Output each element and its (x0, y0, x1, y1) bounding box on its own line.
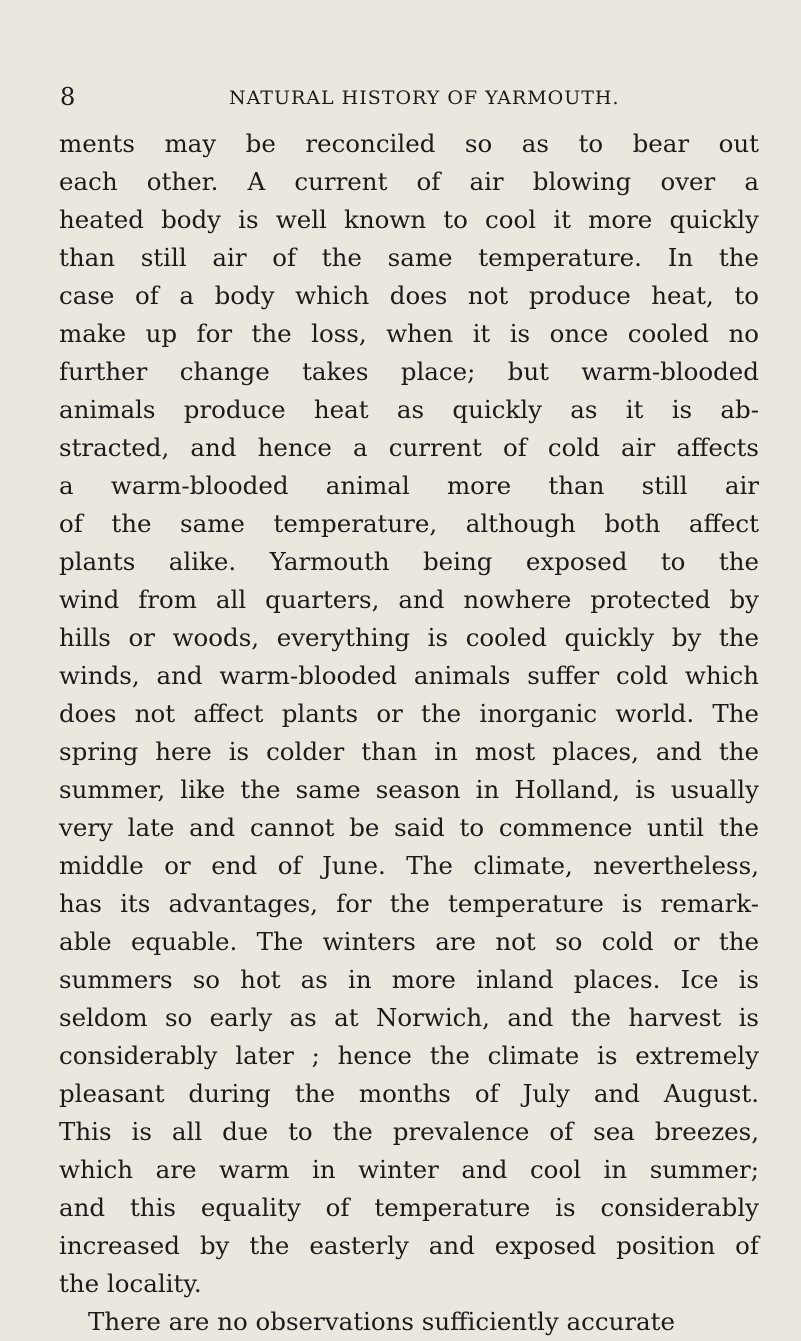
text-line: able equable. The winters are not so cold or the (59, 927, 759, 956)
text-line: stracted, and hence a current of cold air affects (59, 433, 759, 462)
text-line: This is all due to the prevalence of sea breezes, (59, 1117, 759, 1146)
text-line: considerably later ; hence the climate is extremely (59, 1041, 759, 1070)
text-line: make up for the loss, when it is once cooled no (59, 319, 759, 348)
text-line: spring here is colder than in most places, and the (59, 737, 759, 766)
text-line: than still air of the same temperature. In the (59, 243, 759, 272)
text-line: summer, like the same season in Holland, is usually (59, 775, 759, 804)
text-line: winds, and warm-blooded animals suffer cold which (59, 661, 759, 690)
text-line: increased by the easterly and exposed position of (59, 1231, 759, 1260)
text-line: of the same temperature, although both affect (59, 509, 759, 538)
text-line: hills or woods, everything is cooled quickly by the (59, 623, 759, 652)
text-line: does not affect plants or the inorganic world. The (59, 699, 759, 728)
text-line: further change takes place; but warm-blooded (59, 357, 759, 386)
page-header (0, 82, 801, 112)
text-line: pleasant during the months of July and August. (59, 1079, 759, 1108)
text-line: very late and cannot be said to commence until the (59, 813, 759, 842)
page-number: 8 (60, 83, 76, 111)
text-line: wind from all quarters, and nowhere protected by (59, 585, 759, 614)
text-line: the locality. (59, 1269, 202, 1298)
text-line: middle or end of June. The climate, nevertheless, (59, 851, 759, 880)
text-line: each other. A current of air blowing over a (59, 167, 759, 196)
text-line: a warm-blooded animal more than still air (59, 471, 759, 500)
text-line: ments may be reconciled so as to bear out (59, 129, 759, 158)
text-line: seldom so early as at Norwich, and the harvest is (59, 1003, 759, 1032)
text-line: animals produce heat as quickly as it is ab- (59, 395, 759, 424)
text-line: which are warm in winter and cool in summer; (59, 1155, 759, 1184)
text-line: heated body is well known to cool it more quickly (59, 205, 759, 234)
text-line: has its advantages, for the temperature is remark- (59, 889, 759, 918)
text-line: There are no observations sufficiently accurate (88, 1307, 676, 1336)
text-line: summers so hot as in more inland places. Ice is (59, 965, 759, 994)
text-line: case of a body which does not produce heat, to (59, 281, 759, 310)
text-line: plants alike. Yarmouth being exposed to the (59, 547, 759, 576)
body-text (59, 125, 759, 1341)
text-line: and this equality of temperature is considerably (59, 1193, 759, 1222)
running-head: NATURAL HISTORY OF YARMOUTH. (229, 87, 620, 109)
